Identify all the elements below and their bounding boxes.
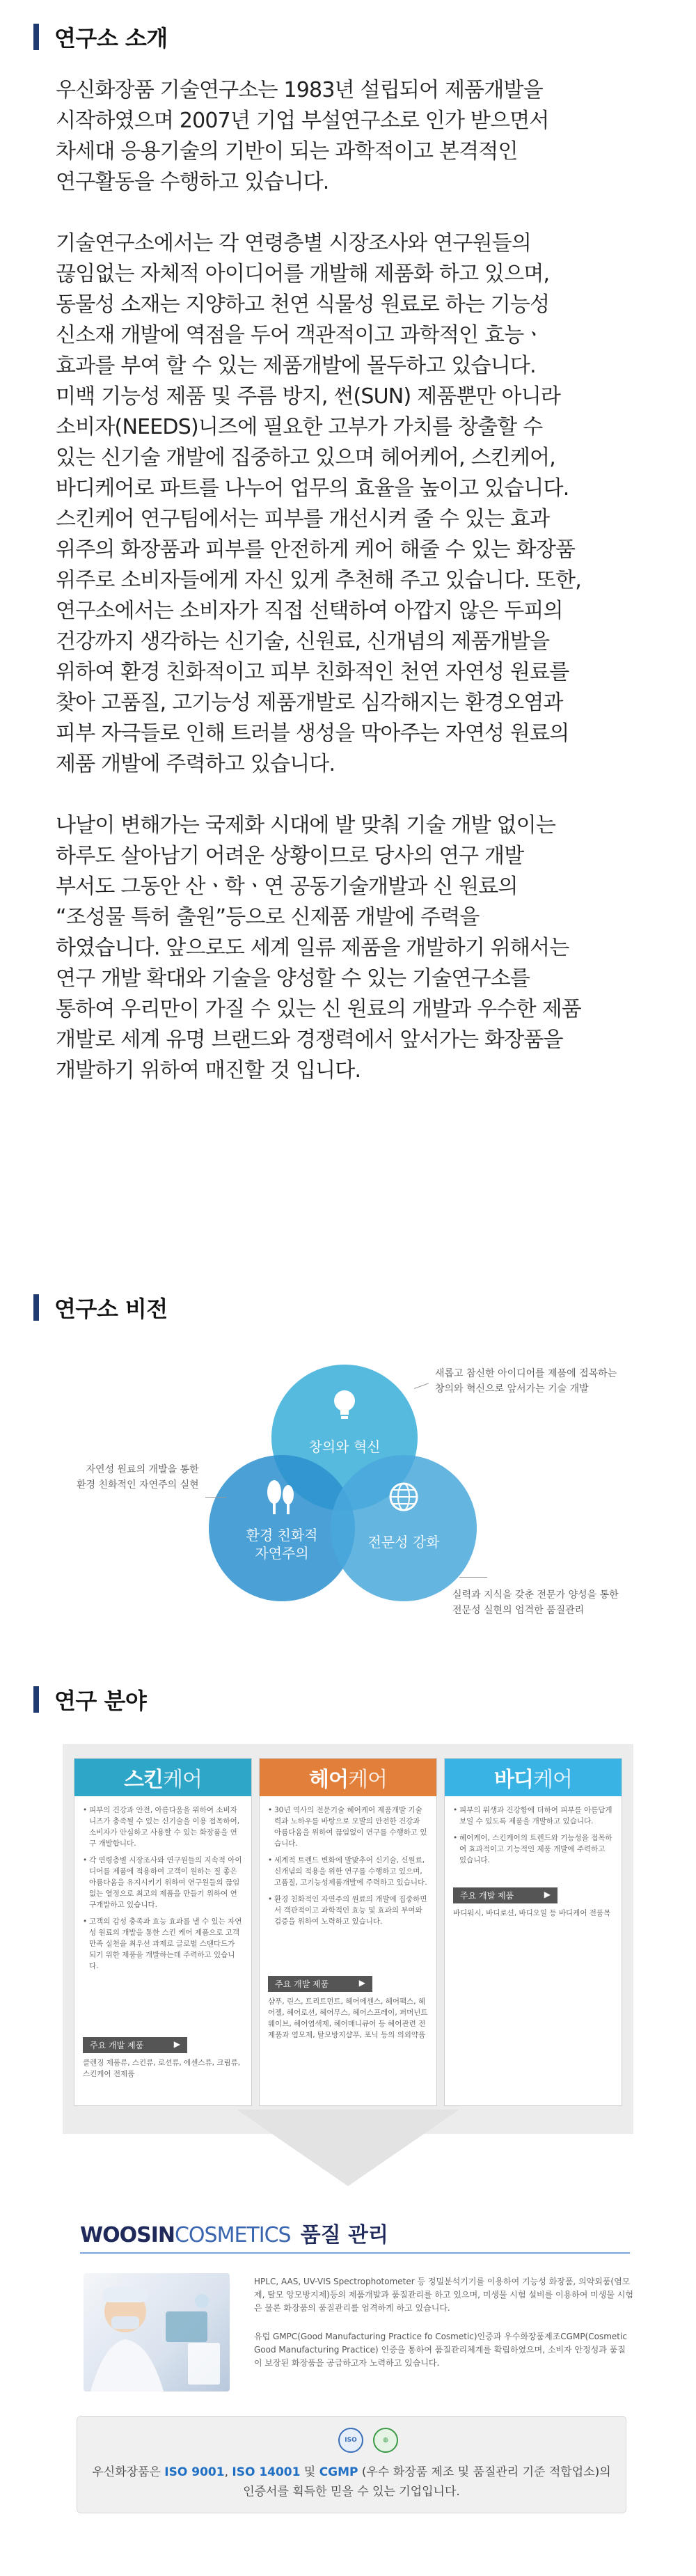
vision-label-expertise: 전문성 강화 [367, 1534, 440, 1550]
list-item: • 30년 역사의 전문기술 헤어케어 제품개발 기술력과 노하우를 바탕으로 모발의 안전한 건강과 아름다움을 위하여 끊임없이 연구를 수행하고 있습니다. [268, 1805, 428, 1849]
column-bullets [260, 1796, 436, 1927]
column-bullets [445, 1796, 622, 1866]
products-text: 클렌징 제품류, 스킨류, 로션류, 에센스류, 크림류, 스킨케어 전제품 [83, 2059, 241, 2078]
list-item: • 피부의 위생과 건강함에 더하여 피부를 아름답게 보일 수 있도록 제품을 개발하고 있습니다. [453, 1805, 613, 1827]
vision-note-expertise: 실력과 지식을 갖춘 전문가 양성을 통한 전문성 실현의 엄격한 품질관리 [452, 1589, 619, 1616]
certification-box [77, 2416, 626, 2513]
cert-cgmp: CGMP [319, 2465, 358, 2479]
logo-woosin: WOOSIN [80, 2223, 175, 2247]
vision-diagram [0, 1358, 696, 1650]
column-products [83, 2037, 243, 2080]
lab-illustration-icon [84, 2273, 230, 2392]
column-bullets [74, 1796, 251, 1972]
column-title-light: 케어 [348, 1768, 387, 1792]
research-column-skincare [74, 1758, 252, 2106]
vision-label-nature: 환경 친화적 자연주의 [246, 1527, 318, 1562]
products-text: 샴푸, 린스, 트리트먼트, 헤어에센스, 헤어팩스, 헤어젤, 헤어로션, 헤어무스, 헤어스프레이, 퍼머넌트웨이브, 헤어염색제, 헤어매니큐어 등 헤어관련 전제품과 염모제, 탈모방지샴푸, 포닉 등의 의외약품 [268, 1997, 428, 2039]
lightbulb-icon [332, 1389, 357, 1422]
column-header [260, 1759, 436, 1796]
cert-text-part: 및 [300, 2465, 319, 2479]
column-title-bold: 스킨 [124, 1768, 163, 1792]
section-marker [33, 1294, 39, 1321]
certification-text [77, 2463, 626, 2502]
certification-icons [338, 2428, 398, 2453]
products-label [268, 1976, 372, 1992]
lab-photo [84, 2273, 230, 2392]
column-products [453, 1887, 613, 1919]
quality-header [80, 2217, 388, 2248]
products-text: 바디워시, 바디로션, 바디오일 등 바디케어 전품목 [453, 1909, 611, 1917]
intro-paragraph-3: 나날이 변해가는 국제화 시대에 발 맞춰 기술 개발 없이는 하루도 살아남기 어려운 상황이므로 당사의 연구 개발 부서도 그동안 산ㆍ학ㆍ연 공동기술개발과 신 원료의 “조성물 특허 출원”등으로 신제품 개발에 주력을 하였습니다. 앞으로도 세계 일류 제품을 개발하기 위해서는 연구 개발 확대와 기술을 양성할 수 있는 기술연구소를 통하여 우리만이 가질 수 있는 신 원료의 개발과 우수한 제품 개발로 세계 유명 브랜드와 경쟁력에서 앞서가는 화장품을 개발하기 위하여 매진할 것 입니다. [56, 813, 581, 1083]
section-title: 연구 분야 [54, 1688, 147, 1714]
list-item: • 헤어케어, 스킨케어의 트렌드와 기능성을 접목하여 효과적이고 기능적인 제품 개발에 주력하고 있습니다. [453, 1832, 613, 1866]
products-label-text: 주요 개발 제품 [460, 1891, 514, 1901]
list-item: • 각 연령층별 시장조사와 연구원들의 지속적 아이디어를 제품에 적용하여 고객이 원하는 질 좋은 아름다움을 유지시키기 위하여 연구원들의 끊임없는 열정으로 최고의 제품을 만들기 위하여 연구개발하고 있습니다. [83, 1855, 243, 1910]
column-title-light: 케어 [163, 1768, 202, 1792]
quality-paragraph-1: HPLC, AAS, UV-VIS Spectrophotometer 등 정밀분석기기를 이용하여 기능성 화장품, 의약외품(염모제, 탈모 앙모방지제)등의 제품개발과 품질관리를 하고 있으며, 미생물 시험 설비를 이용하여 미생물 시험은 물론 화장품의 품질관리를 엄격하게 하고 있습니다. [254, 2277, 633, 2313]
column-products [268, 1976, 428, 2041]
divider [80, 2252, 630, 2254]
products-label [83, 2037, 187, 2053]
note-connector [459, 1577, 487, 1578]
section-marker [33, 24, 39, 50]
column-title-bold: 헤어 [309, 1768, 348, 1792]
research-column-bodycare [444, 1758, 622, 2106]
products-label [453, 1887, 557, 1903]
vision-circle-expertise [331, 1455, 477, 1601]
vision-note-creativity: 새롭고 참신한 아이디어를 제품에 접목하는 창의와 혁신으로 앞서가는 기술 개발 [435, 1368, 617, 1395]
intro-text [56, 75, 668, 1117]
list-item: • 세계적 트렌드 변화에 발맞추어 신기술, 신원료, 신개념의 적용을 위한 연구를 수행하고 있으며, 고품질, 고기능성제품개발에 주력하고 있습니다. [268, 1855, 428, 1888]
products-label-text: 주요 개발 제품 [90, 2041, 144, 2050]
list-item: • 고객의 감성 충족과 효능 효과를 낼 수 있는 자연성 원료의 개발을 통한 스킨 케어 제품으로 고객만족 실천을 최우선 과제로 글로벌 스탠다드가 되기 위한 제품을 개발하는데 주력하고 있습니다. [83, 1916, 243, 1972]
research-column-haircare [259, 1758, 437, 2106]
vision-label-creativity: 창의와 혁신 [308, 1438, 381, 1455]
globe-icon [388, 1482, 419, 1512]
section-header-vision [33, 1291, 168, 1324]
certification-line-1 [77, 2463, 626, 2482]
quality-description [254, 2275, 633, 2385]
quality-paragraph-2: 유럽 GMPC(Good Manufacturing Practice fo Cosmetic)인증과 우수화장품제조CGMP(Cosmetic Good Manufacturing Practice) 인증을 통하여 품질관리체계를 확립하였으며, 소비자 안정성과 품질이 보장된 화장품을 공급하고자 노력하고 있습니다. [254, 2332, 627, 2368]
products-label-text: 주요 개발 제품 [275, 1979, 329, 1989]
column-header [445, 1759, 622, 1796]
cert-text-part: 우신화장품은 [92, 2465, 165, 2479]
list-item: • 환경 친화적인 자연주의 원료의 개발에 집중하면서 객관적이고 과학적인 효능 및 효과의 부여와 검증을 위하여 노력하고 있습니다. [268, 1894, 428, 1927]
certification-line-2: 인증서를 획득한 믿을 수 있는 기업입니다. [243, 2485, 460, 2499]
section-title: 연구소 비전 [54, 1296, 168, 1322]
list-item: • 피부의 건강과 안전, 아름다움을 위하여 소비자 니즈가 충족될 수 있는 신기술을 이용 접목하여, 소비자가 안심하고 사용할 수 있는 화장품을 연구 개발합니다. [83, 1805, 243, 1849]
logo-cosmetics: COSMETICS [174, 2223, 291, 2247]
iso-badge-icon: ISO [338, 2428, 363, 2453]
vision-note-nature: 자연성 원료의 개발을 통한 환경 친화적인 자연주의 실현 [77, 1464, 199, 1491]
triangle-right-icon: ▶ [544, 1890, 551, 1899]
column-header [74, 1759, 251, 1796]
note-connector [205, 1497, 226, 1498]
section-title: 연구소 소개 [54, 25, 168, 52]
column-title-light: 케어 [533, 1768, 572, 1792]
triangle-right-icon: ▶ [173, 2039, 180, 2049]
section-header-about [33, 21, 168, 53]
cert-text-part: (우수 화장품 제조 및 품질관리 기준 적합업소)의 [358, 2465, 611, 2479]
quality-title: 품질 관리 [300, 2223, 388, 2247]
intro-paragraph-2: 기술연구소에서는 각 연령층별 시장조사와 연구원들의 끊임없는 자체적 아이디어를 개발해 제품화 하고 있으며, 동물성 소재는 지양하고 천연 식물성 원료로 하는 기능성 신소재 개발에 역점을 두어 객관적이고 과학적인 효능ㆍ 효과를 부여 할 수 있는 제품개발에 몰두하고 있습니다. 미백 기능성 제품 및 주름 방지, 썬(SUN) 제품뿐만 아니라 소비자(NEEDS)니즈에 필요한 고부가 가치를 창출할 수 있는 신기술 개발에 집중하고 있으며 헤어케어, 스킨케어, 바디케어로 파트를 나누어 업무의 효율을 높이고 있습니다. 스킨케어 연구팀에서는 피부를 개선시켜 줄 수 있는 효과 위주의 화장품과 피부를 안전하게 케어 해줄 수 있는 화장품 위주로 소비자들에게 자신 있게 추천해 주고 있습니다. 또한, 연구소에서는 소비자가 직접 선택하여 아깝지 않은 두피의 건강까지 생각하는 신기술, 신원료, 신개념의 제품개발을 위하여 환경 친화적이고 피부 친화적인 천연 자연성 원료를 찾아 고품질, 고기능성 제품개발로 심각해지는 환경오염과 피부 자극들로 인해 트러블 생성을 막아주는 자연성 원료의 제품 개발에 주력하고 있습니다. [56, 231, 581, 776]
section-header-research [33, 1683, 146, 1715]
cert-text-part: , [224, 2465, 232, 2479]
section-marker [33, 1686, 39, 1713]
globe-badge-icon: ◍ [373, 2428, 398, 2453]
note-connector [414, 1383, 429, 1389]
arrow-down-icon [237, 2110, 459, 2186]
tree-icon [264, 1479, 298, 1516]
triangle-right-icon: ▶ [358, 1978, 365, 1988]
intro-paragraph-1: 우신화장품 기술연구소는 1983년 설립되어 제품개발을 시작하였으며 2007년 기업 부설연구소로 인가 받으면서 차세대 응용기술의 기반이 되는 과학적이고 본격적인 연구활동을 수행하고 있습니다. [56, 78, 549, 194]
cert-iso9001: ISO 9001 [164, 2465, 225, 2479]
cert-iso14001: ISO 14001 [232, 2465, 301, 2479]
column-title-bold: 바디 [494, 1768, 533, 1792]
